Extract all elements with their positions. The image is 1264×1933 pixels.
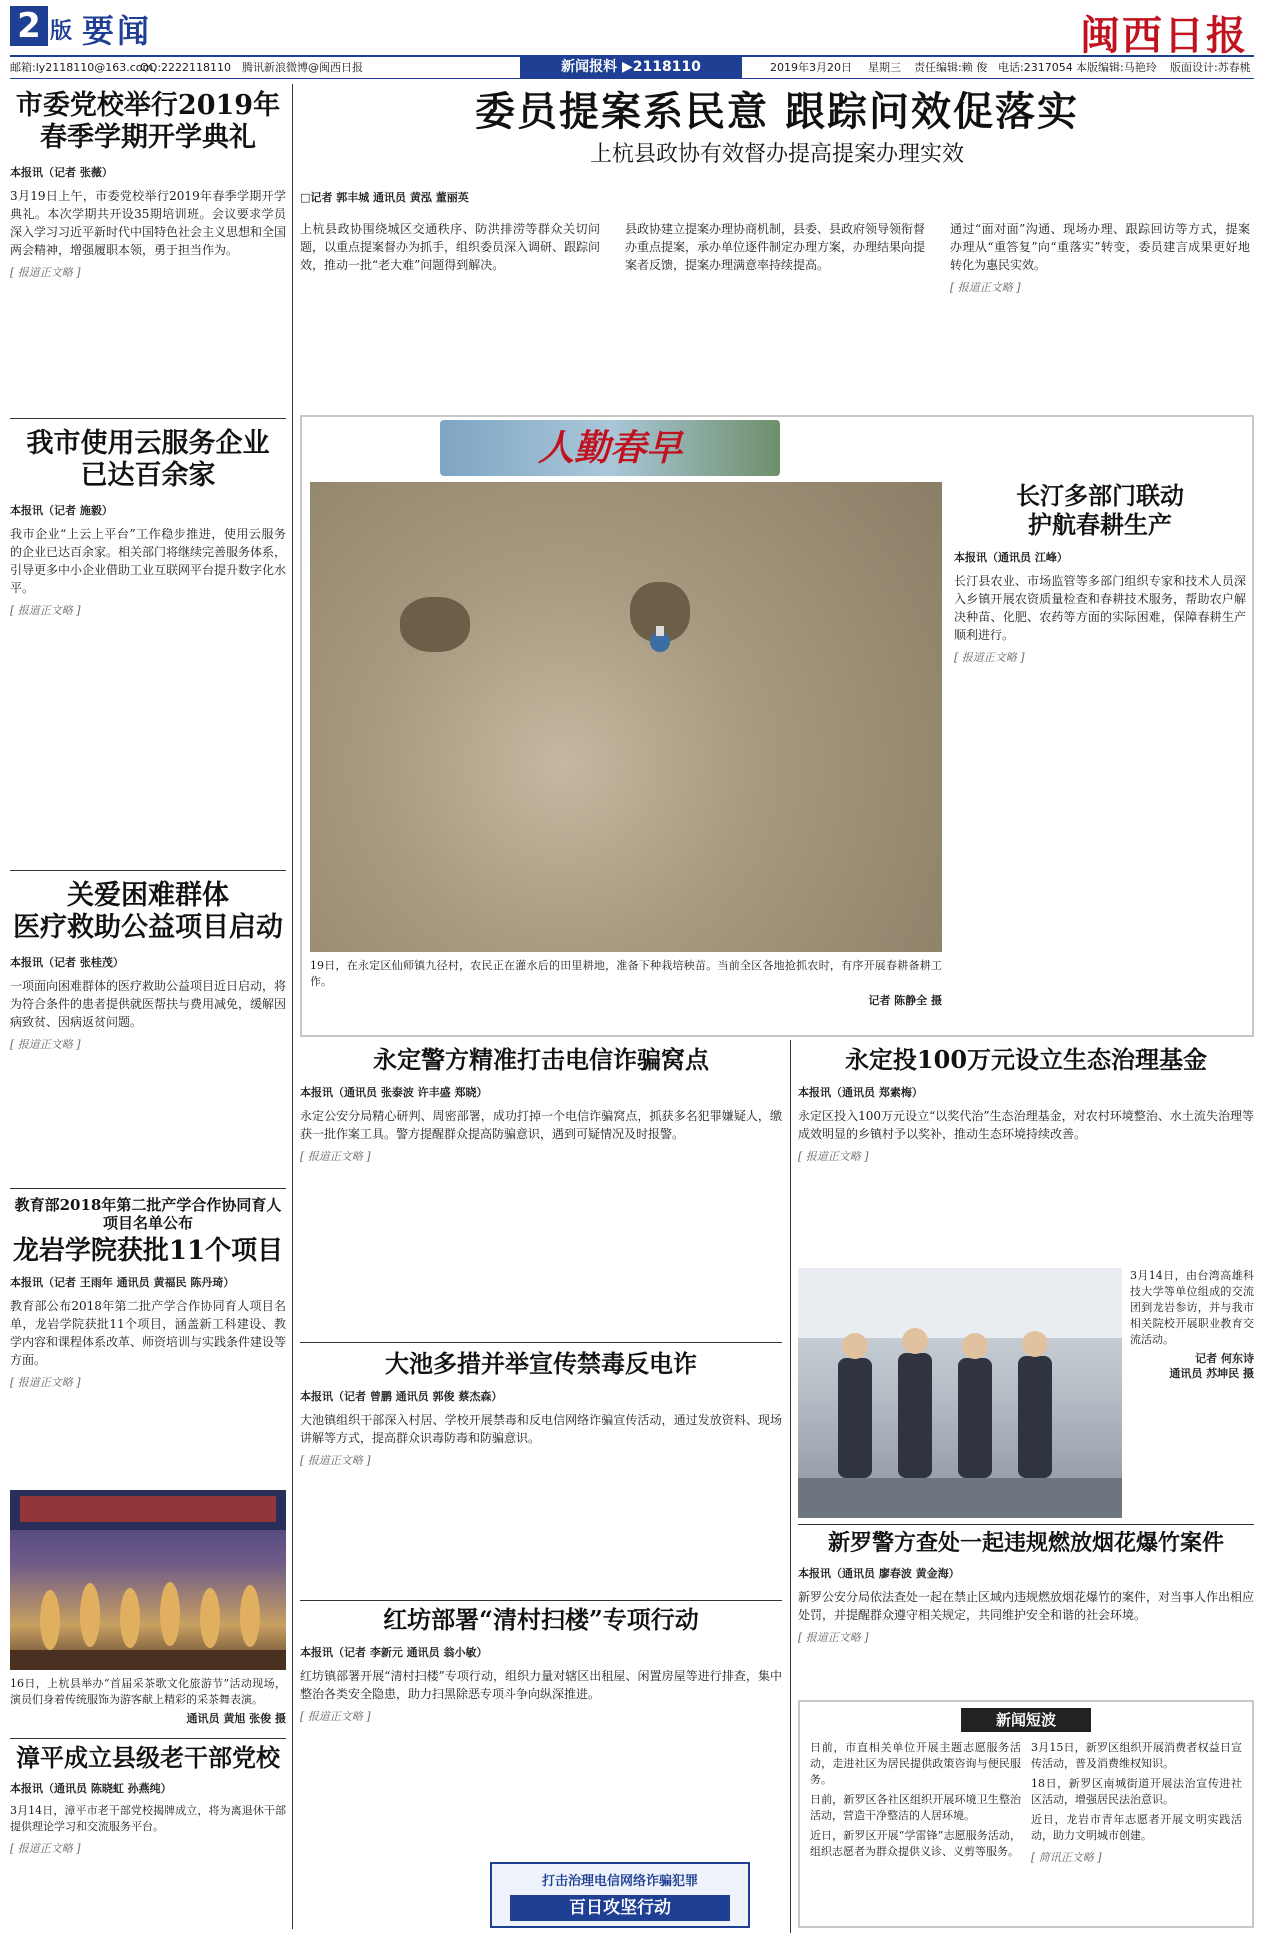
article-hongfang [300, 1606, 782, 1725]
article-xinluo-fireworks [798, 1530, 1254, 1646]
duty-editor: 责任编辑:赖 俊 [914, 61, 988, 74]
page-number: 2 [10, 6, 48, 46]
omitted-text-note: [ 简讯正文略 ] [1031, 1851, 1102, 1864]
byline: 本报讯（记者 张桂茂） [10, 955, 124, 969]
campaign-block [490, 1862, 750, 1928]
byline: 本报讯（通讯员 廖春波 黄金海） [798, 1567, 960, 1581]
headline-line-2: 春季学期开学典礼 [40, 122, 256, 154]
article-changting [954, 482, 1246, 666]
omitted-text-note: [ 报道正文略 ] [300, 1149, 371, 1163]
news-hotline: 新闻报料 ▶2118110 [520, 56, 742, 78]
article-party-school [10, 90, 286, 281]
column-divider-right [790, 1040, 791, 1933]
visitors-image [798, 1268, 1122, 1518]
brief-item: 日前，市直相关单位开展主题志愿服务活动，走进社区为居民提供政策咨询与便民服务。 [810, 1741, 1021, 1786]
news-briefs-title: 新闻短波 [961, 1708, 1091, 1732]
omitted-text-note: [ 报道正文略 ] [10, 1841, 81, 1855]
article-summary: 3月19日上午，市委党校举行2019年春季学期开学典礼。本次学期共开设35期培训班。会议要求学员深入学习习近平新时代中国特色社会主义思想和全国两会精神，增强履职本领，勇于担当作为。 [10, 188, 287, 257]
article-summary: 大池镇组织干部深入村居、学校开展禁毒和反电信网络诈骗宣传活动，通过发放资料、现场讲解等方式，提高群众识毒防毒和防骗意识。 [300, 1412, 782, 1445]
kicker: 教育部2018年第二批产学合作协同育人项目名单公布 [14, 1196, 282, 1232]
stage-performers-image [10, 1490, 286, 1670]
divider [10, 1738, 286, 1739]
omitted-text-note: [ 报道正文略 ] [300, 1453, 371, 1467]
photo-caption-spring [310, 958, 942, 1008]
photo-school-exchange [798, 1268, 1122, 1518]
byline: 本报讯（记者 施毅） [10, 503, 113, 517]
headline: 新罗警方查处一起违规燃放烟花爆竹案件 [827, 1530, 1224, 1556]
cppcc-column-3 [950, 220, 1250, 296]
summary-part-1: 上杭县政协围绕城区交通秩序、防洪排涝等群众关切问题，以重点提案督办为抓手，组织委员深入调研、跟踪问效，推动一批“老大难”问题得到解决。 [300, 222, 601, 272]
article-longyan-college [10, 1196, 286, 1391]
headline-line-1: 关爱困难群体 [67, 880, 229, 911]
brief-item: 日前，新罗区各社区组织开展环境卫生整治活动，营造干净整洁的人居环境。 [810, 1793, 1021, 1822]
headline: 漳平成立县级老干部党校 [16, 1743, 280, 1772]
section-title: 要闻 [82, 12, 153, 50]
phone: 电话:2317054 [998, 61, 1073, 74]
weekday: 星期三 [868, 61, 901, 74]
omitted-text-note: [ 报道正文略 ] [798, 1631, 869, 1645]
photo-spring-ploughing [310, 482, 942, 952]
headline-line-1: 长汀多部门联动 [1016, 481, 1184, 510]
campaign-ribbon: 百日攻坚行动 [510, 1895, 730, 1921]
layout-designer: 版面设计:苏春桃 [1170, 61, 1251, 74]
byline: 本报讯（记者 王雨年 通讯员 黄福民 陈丹琦） [10, 1276, 235, 1290]
qq: QQ:2222118110 [140, 61, 232, 74]
page-suffix: 版 [50, 19, 73, 44]
divider [10, 1188, 286, 1189]
byline: 本报讯（记者 李新元 通讯员 翁小敏） [300, 1645, 488, 1659]
article-summary: 新罗公安分局依法查处一起在禁止区域内违规燃放烟花爆竹的案件，对当事人作出相应处罚，并提醒群众遵守相关规定，共同维护安全和谐的社会环境。 [798, 1590, 1255, 1623]
headline-line-1: 我市使用云服务企业 [26, 428, 270, 459]
summary-part-3: 通过“面对面”沟通、现场办理、跟踪回访等方式，提案办理从“重答复”向“重落实”转变，委员建言成果更好地转化为惠民实效。 [950, 222, 1250, 272]
article-summary: 永定区投入100万元设立“以奖代治”生态治理基金，对农村环境整治、水土流失治理等成效明显的乡镇村予以奖补，推动生态环境持续改善。 [798, 1108, 1254, 1141]
tractor-icon [640, 622, 680, 662]
brief-item: 18日，新罗区南城街道开展法治宣传进社区活动，增强居民法治意识。 [1031, 1777, 1242, 1806]
photo-tea-festival [10, 1490, 286, 1670]
article-summary: 一项面向困难群体的医疗救助公益项目近日启动，将为符合条件的患者提供就医帮扶与费用减免，缓解因病致贫、因病返贫问题。 [10, 978, 287, 1029]
article-cppcc [300, 88, 1254, 168]
caption-text: 16日，上杭县举办“首届采茶歌文化旅游节”活动现场，演员们身着传统服饰为游客献上精彩的采茶舞表演。 [10, 1677, 286, 1706]
news-briefs-col-right [1031, 1740, 1242, 1866]
brief-item: 3月15日，新罗区组织开展消费者权益日宣传活动，普及消费维权知识。 [1031, 1741, 1242, 1770]
divider [798, 1524, 1254, 1525]
caption-credit: 记者 何东诗 通讯员 苏坤民 摄 [1169, 1352, 1254, 1380]
cppcc-column-2 [625, 220, 925, 274]
subheadline: 上杭县政协有效督办提高提案办理实效 [589, 142, 964, 167]
omitted-text-note: [ 报道正文略 ] [10, 1037, 81, 1051]
spring-banner-title: 人勤春早 [537, 427, 682, 469]
summary-part-2: 县政协建立提案办理协商机制，县委、县政府领导领衔督办重点提案，承办单位逐件制定办理方案，办理结果向提案者反馈，提案办理满意率持续提高。 [625, 222, 926, 272]
omitted-text-note: [ 报道正文略 ] [950, 281, 1021, 294]
caption-text: 3月14日，由台湾高雄科技大学等单位组成的交流团到龙岩参访，并与我市相关院校开展职业教育交流活动。 [1130, 1269, 1254, 1346]
article-summary: 永定公安分局精心研判、周密部署，成功打掉一个电信诈骗窝点，抓获多名犯罪嫌疑人，缴获一批作案工具。警方提醒群众提高防骗意识，遇到可疑情况及时报警。 [300, 1108, 782, 1141]
omitted-text-note: [ 报道正文略 ] [10, 603, 81, 617]
newspaper-logo: 闽西日报 [1080, 12, 1248, 59]
byline: 本报讯（记者 曾鹏 通讯员 郭俊 蔡杰森） [300, 1389, 503, 1403]
headline-line-2: 已达百余家 [80, 460, 216, 492]
news-briefs-box [798, 1700, 1254, 1928]
headline: 永定警方精准打击电信诈骗窝点 [373, 1045, 709, 1074]
article-dachi [300, 1350, 782, 1469]
cppcc-body [300, 190, 1254, 212]
omitted-text-note: [ 报道正文略 ] [798, 1149, 869, 1163]
date: 2019年3月20日 [770, 61, 852, 74]
divider [300, 1342, 782, 1343]
tip-line: 腾讯新浪微博@闽西日报 [242, 61, 363, 74]
photo-caption-festival [10, 1676, 286, 1726]
campaign-tag: 打击治理电信网络诈骗犯罪 [541, 1874, 698, 1889]
article-summary: 长汀县农业、市场监管等多部门组织专家和技术人员深入乡镇开展农资质量检查和春耕技术服务，帮助农户解决种苗、化肥、农药等方面的实际困难，保障春耕生产顺利进行。 [954, 573, 1246, 642]
news-briefs-col-left [810, 1740, 1021, 1866]
photo-caption-school [1130, 1268, 1254, 1381]
spring-banner [440, 420, 780, 476]
byline: 本报讯（通讯员 江峰） [954, 550, 1068, 564]
article-cloud-services [10, 428, 286, 619]
news-briefs-columns [800, 1740, 1252, 1866]
article-medical-aid [10, 880, 286, 1053]
headline: 大池多措并举宣传禁毒反电诈 [385, 1349, 697, 1378]
article-summary: 3月14日，漳平市老干部党校揭牌成立，将为离退休干部提供理论学习和交流服务平台。 [10, 1803, 286, 1833]
article-ecology-fund [798, 1046, 1254, 1165]
desk-editor: 本版编辑:马艳玲 [1076, 61, 1157, 74]
divider [10, 418, 286, 419]
omitted-text-note: [ 报道正文略 ] [954, 650, 1025, 664]
brief-item: 近日，新罗区开展“学雷锋”志愿服务活动，组织志愿者为群众提供义诊、义剪等服务。 [810, 1829, 1021, 1858]
headline: 永定投100万元设立生态治理基金 [844, 1045, 1208, 1074]
caption-credit: 通讯员 黄旭 张俊 摄 [186, 1712, 286, 1725]
byline: 本报讯（通讯员 郑素梅） [798, 1085, 923, 1099]
cppcc-column-1 [300, 220, 600, 274]
omitted-text-note: [ 报道正文略 ] [10, 265, 81, 279]
headline-line-2: 护航春耕生产 [1028, 509, 1172, 539]
divider [10, 870, 286, 871]
caption-text: 19日，在永定区仙师镇九径村，农民正在灌水后的田里耕地，准备下种栽培秧苗。当前全区各地抢抓农时，有序开展春耕备耕工作。 [310, 959, 942, 988]
article-zhangping [10, 1744, 286, 1857]
article-summary: 红坊镇部署开展“清村扫楼”专项行动，组织力量对辖区出租屋、闲置房屋等进行排查，集中整治各类安全隐患，助力扫黑除恶专项斗争向纵深推进。 [300, 1668, 782, 1701]
byline: 本报讯（记者 张薇） [10, 165, 113, 179]
divider [300, 1600, 782, 1601]
headline: 委员提案系民意 跟踪问效促落实 [475, 88, 1079, 135]
soil-mound [400, 597, 470, 652]
headline-line-1: 市委党校举行2019年 [15, 90, 281, 121]
omitted-text-note: [ 报道正文略 ] [300, 1709, 371, 1723]
article-summary: 我市企业“上云上平台”工作稳步推进，使用云服务的企业已达百余家。相关部门将继续完善服务体系，引导更多中小企业借助工业互联网平台提升数字化水平。 [10, 526, 287, 595]
byline: □记者 郭丰城 通讯员 黄泓 董丽英 [300, 191, 469, 204]
article-yongding-police [300, 1046, 782, 1165]
article-summary: 教育部公布2018年第二批产学合作协同育人项目名单，龙岩学院获批11个项目，涵盖新工科建设、教学内容和课程体系改革、师资培训与实践条件建设等方面。 [10, 1299, 287, 1368]
headline: 红坊部署“清村扫楼”专项行动 [383, 1605, 699, 1634]
caption-credit: 记者 陈静全 摄 [868, 994, 942, 1007]
headline-line-2: 医疗救助公益项目启动 [13, 912, 283, 944]
omitted-text-note: [ 报道正文略 ] [10, 1376, 81, 1390]
brief-item: 近日，龙岩市青年志愿者开展文明实践活动，助力文明城市创建。 [1031, 1813, 1242, 1842]
headline: 龙岩学院获批11个项目 [12, 1236, 284, 1266]
column-divider-left [292, 84, 293, 1929]
byline: 本报讯（通讯员 陈晓虹 孙燕纯） [10, 1781, 172, 1795]
email: 邮箱:ly2118110@163.com [10, 61, 154, 74]
byline: 本报讯（通讯员 张泰波 许丰盛 郑晓） [300, 1085, 488, 1099]
